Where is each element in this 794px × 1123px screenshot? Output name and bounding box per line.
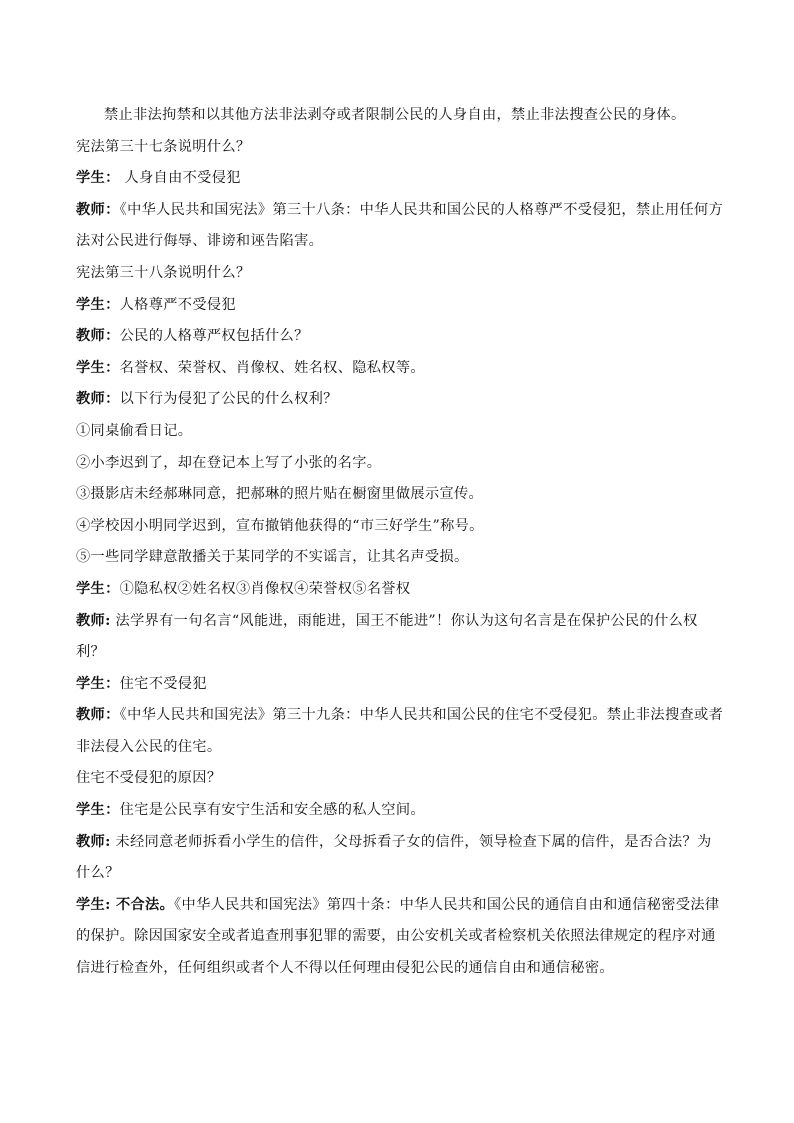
dialogue-text: 《中华人民共和国宪法》第四十条：中华人民共和国公民的通信自由和通信秘密受法律的保护。除因国家安全或者追查刑事犯罪的需要，由公安机关或者检察机关依照法律规定的程序对通信进行检查外，任何组织或者个人不得以任何理由侵犯公民的通信自由和通信秘密。 [76,896,720,977]
speaker-label: 学生: 不合法。 [76,896,175,913]
speaker-label: 教师： [76,391,120,408]
speaker-label: 教师： [76,707,120,724]
question-line: 宪法第三十八条说明什么？ [76,264,251,281]
dialogue-text: 住宅不受侵犯 [119,675,207,692]
speaker-label: 学生： [76,296,120,313]
list-item: ②小李迟到了，却在登记本上写了小张的名字。 [76,454,382,471]
speaker-label: 教师： [76,201,120,218]
dialogue-line [76,290,726,322]
list-item: ④学校因小明同学迟到，宣布撤销他获得的“市三好学生”称号。 [76,517,484,534]
list-item: ③摄影店未经郝琳同意，把郝琳的照片贴在橱窗里做展示宣传。 [76,486,484,503]
list-item: ⑤一些同学肆意散播关于某同学的不实谣言，让其名声受损。 [76,549,469,566]
dialogue-line [76,384,726,416]
speaker-label: 教师: [76,833,111,850]
dialogue-line [76,827,726,890]
dialogue-text: 法学界有一句名言“风能进，雨能进，国王不能进”！你认为这句名言是在保护公民的什么权利？ [76,612,698,661]
dialogue-line [76,606,726,669]
dialogue-line [76,574,726,606]
document-page [76,100,726,985]
question-line: 住宅不受侵犯的原因？ [76,770,222,787]
dialogue-line [76,700,726,763]
dialogue-line [76,890,726,985]
dialogue-text: 人身自由不受侵犯 [119,170,241,187]
speaker-label: 学生： [76,170,120,187]
dialogue-text: 未经同意老师拆看小学生的信件，父母拆看子女的信件，领导检查下属的信件，是否合法？为什么？ [76,833,712,882]
speaker-label: 教师： [76,328,120,345]
dialogue-line [76,669,726,701]
list-item: ①同桌偷看日记。 [76,422,193,439]
speaker-label: 学生： [76,802,120,819]
question-line: 宪法第三十七条说明什么？ [76,138,251,155]
dialogue-text: 《中华人民共和国宪法》第三十九条：中华人民共和国公民的住宅不受侵犯。禁止非法搜查或者非法侵入公民的住宅。 [76,707,724,755]
dialogue-line [76,321,726,353]
dialogue-text: 名誉权、荣誉权、肖像权、姓名权、隐私权等。 [119,359,425,376]
dialogue-line [76,195,726,258]
speaker-label: 学生： [76,359,120,376]
dialogue-text: 以下行为侵犯了公民的什么权利？ [119,391,338,408]
speaker-label: 教师: [76,612,111,629]
dialogue-text: 住宅是公民享有安宁生活和安全感的私人空间。 [119,802,425,819]
dialogue-line [76,353,726,385]
dialogue-text: 人格尊严不受侵犯 [119,296,236,313]
paragraph: 禁止非法拘禁和以其他方法非法剥夺或者限制公民的人身自由，禁止非法搜查公民的身体。 [104,107,686,123]
dialogue-text: 公民的人格尊严权包括什么？ [119,328,309,345]
speaker-label: 学生： [76,580,120,597]
dialogue-text: ①隐私权②姓名权③肖像权④荣誉权⑤名誉权 [119,580,411,597]
speaker-label: 学生： [76,675,120,692]
dialogue-line [76,163,726,195]
dialogue-line [76,795,726,827]
dialogue-text: 《中华人民共和国宪法》第三十八条：中华人民共和国公民的人格尊严不受侵犯，禁止用任何方法对公民进行侮辱、诽谤和诬告陷害。 [76,201,724,250]
